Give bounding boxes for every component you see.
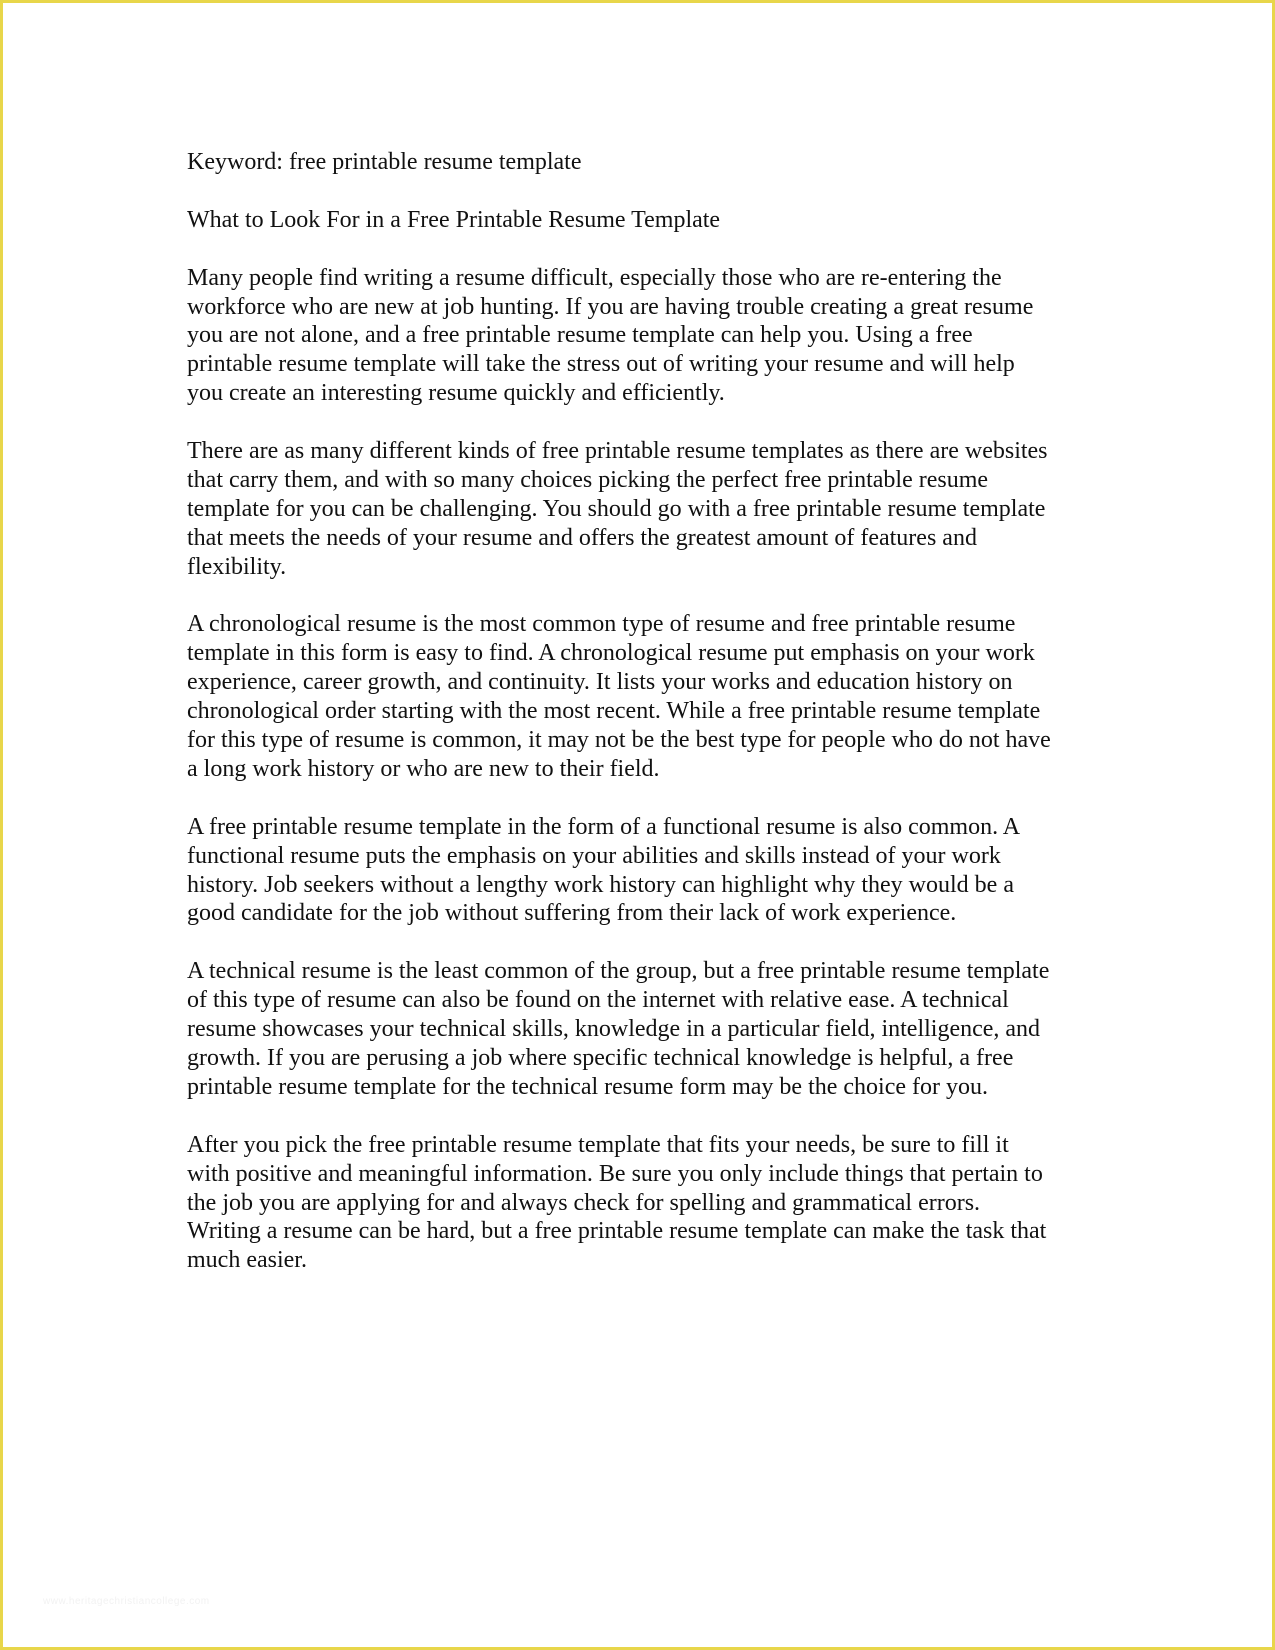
paragraph xyxy=(187,610,1107,783)
paragraphs-container xyxy=(187,264,1107,1276)
paragraph-line: history. Job seekers without a lengthy work history can highlight why they would be a xyxy=(187,871,1014,898)
paragraph-line: flexibility. xyxy=(187,553,287,580)
paragraph-line: A chronological resume is the most common type of resume and free printable resume xyxy=(187,611,1016,638)
watermark: www.heritagechristiancollege.com xyxy=(43,1596,210,1607)
paragraph-line: After you pick the free printable resume template that fits your needs, be sure to fill it xyxy=(187,1131,1009,1158)
paragraph-line: workforce who are new at job hunting. If you are having trouble creating a great resume xyxy=(187,293,1034,320)
paragraph-line: with positive and meaningful information. Be sure you only include things that pertain to xyxy=(187,1160,1043,1187)
paragraph-line: a long work history or who are new to their field. xyxy=(187,755,660,782)
paragraph-line: Many people find writing a resume difficult, especially those who are re-entering the xyxy=(187,264,1002,291)
paragraph-line: you create an interesting resume quickly and efficiently. xyxy=(187,380,725,407)
paragraph-line: that carry them, and with so many choices picking the perfect free printable resume xyxy=(187,466,989,493)
paragraph-line: printable resume template for the technical resume form may be the choice for you. xyxy=(187,1073,989,1100)
paragraph-line: for this type of resume is common, it may not be the best type for people who do not have xyxy=(187,727,1051,754)
document-body xyxy=(187,148,1107,1304)
title-text: What to Look For in a Free Printable Resume Template xyxy=(187,206,721,233)
paragraph-line: printable resume template will take the stress out of writing your resume and will help xyxy=(187,351,1015,378)
paragraph-line: much easier. xyxy=(187,1247,307,1274)
keyword-line xyxy=(187,148,1107,177)
paragraph-line: experience, career growth, and continuity. It lists your works and education history on xyxy=(187,669,1013,696)
paragraph-line: you are not alone, and a free printable resume template can help you. Using a free xyxy=(187,322,973,349)
document-title xyxy=(187,206,1107,235)
paragraph-line: the job you are applying for and always check for spelling and grammatical errors. xyxy=(187,1189,981,1216)
paragraph xyxy=(187,437,1107,582)
paragraph-line: chronological order starting with the most recent. While a free printable resume template xyxy=(187,698,1041,725)
paragraph-line: functional resume puts the emphasis on your abilities and skills instead of your work xyxy=(187,842,1001,869)
paragraph-line: good candidate for the job without suffering from their lack of work experience. xyxy=(187,900,957,927)
paragraph-line: template for you can be challenging. You should go with a free printable resume template xyxy=(187,495,1046,522)
paragraph-line: A technical resume is the least common of the group, but a free printable resume template xyxy=(187,958,1050,985)
paragraph xyxy=(187,264,1107,409)
paragraph-line: growth. If you are perusing a job where specific technical knowledge is helpful, a free xyxy=(187,1045,1014,1071)
paragraph xyxy=(187,813,1107,929)
paragraph-line: resume showcases your technical skills, knowledge in a particular field, intelligence, and xyxy=(187,1016,1041,1043)
paragraph-line: A free printable resume template in the form of a functional resume is also common. A xyxy=(187,813,1021,840)
keyword-text: Keyword: free printable resume template xyxy=(187,149,582,175)
paragraph xyxy=(187,957,1107,1102)
paragraph-line: of this type of resume can also be found on the internet with relative ease. A technical xyxy=(187,987,1009,1014)
paragraph-line: There are as many different kinds of free printable resume templates as there are websites xyxy=(187,438,1048,465)
paragraph-line: that meets the needs of your resume and offers the greatest amount of features and xyxy=(187,524,977,551)
paragraph xyxy=(187,1131,1107,1276)
paragraph-line: template in this form is easy to find. A chronological resume put emphasis on your work xyxy=(187,640,1035,667)
paragraph-line: Writing a resume can be hard, but a free printable resume template can make the task that xyxy=(187,1218,1047,1245)
